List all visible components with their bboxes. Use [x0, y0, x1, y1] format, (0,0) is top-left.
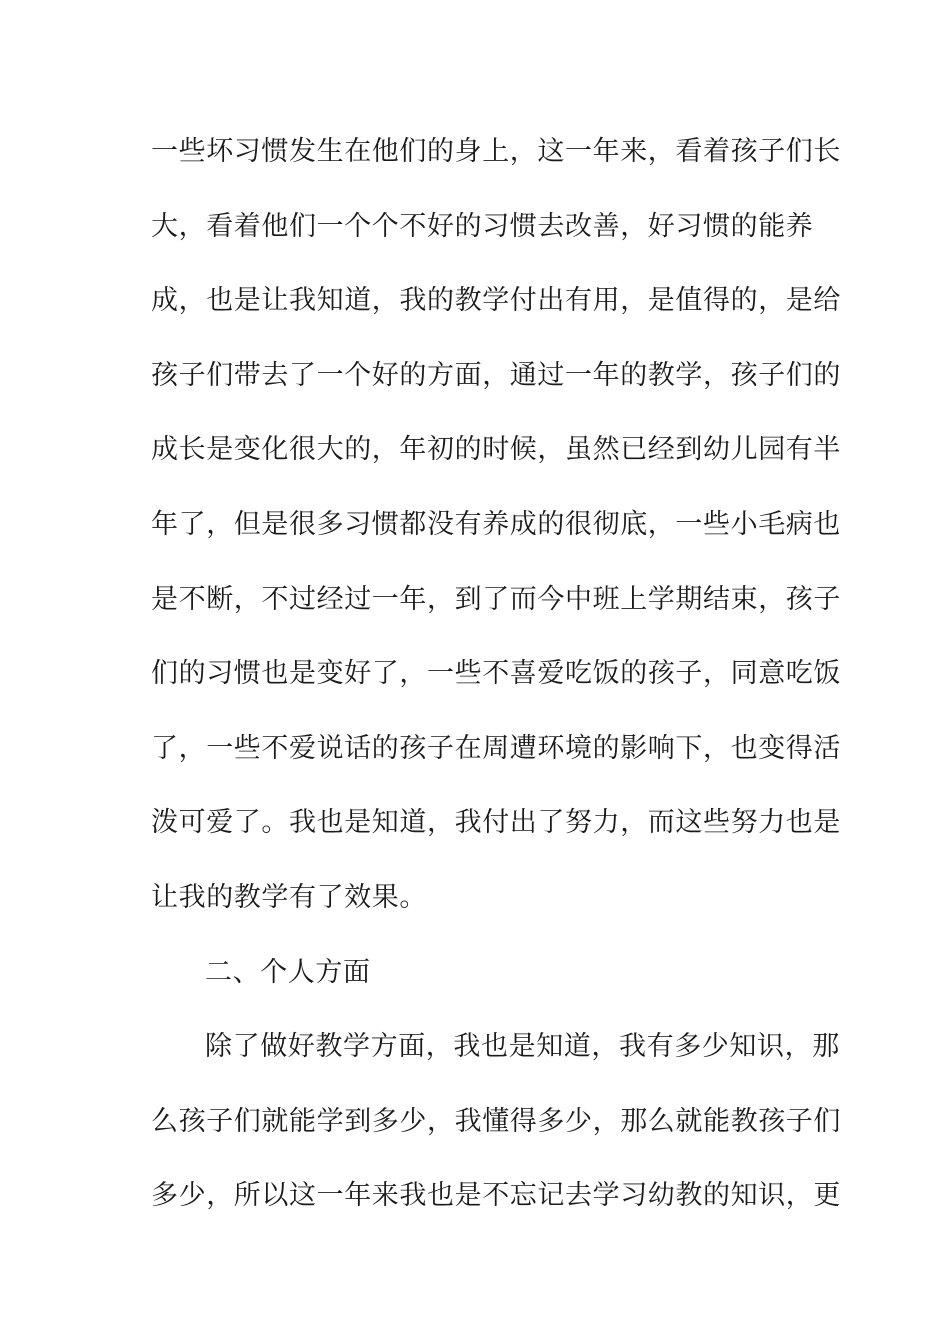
text-line: 多少，所以这一年来我也是不忘记去学习幼教的知识，更 [151, 1180, 841, 1212]
text-line: 们的习惯也是变好了，一些不喜爱吃饭的孩子，同意吃饭 [151, 658, 841, 690]
text-line: 大，看着他们一个个不好的习惯去改善，好习惯的能养 [151, 210, 814, 242]
text-line: 一些坏习惯发生在他们的身上，这一年来，看着孩子们长 [151, 136, 841, 167]
text-line: 让我的教学有了效果。 [151, 881, 427, 913]
text-line: 成，也是让我知道，我的教学付出有用，是值得的，是给 [151, 285, 841, 317]
text-line: 年了，但是很多习惯都没有养成的很彻底，一些小毛病也 [151, 508, 841, 540]
text-line: 是不断，不过经过一年，到了而今中班上学期结束，孩子 [151, 583, 841, 615]
text-line: 泼可爱了。我也是知道，我付出了努力，而这些努力也是 [151, 807, 841, 839]
text-line: 么孩子们就能学到多少，我懂得多少，那么就能教孩子们 [151, 1105, 841, 1137]
section-heading: 二、个人方面 [205, 956, 371, 988]
text-line: 除了做好教学方面，我也是知道，我有多少知识，那 [205, 1031, 840, 1063]
body-text [151, 126, 841, 1245]
text-line: 成长是变化很大的，年初的时候，虽然已经到幼儿园有半 [151, 434, 841, 466]
text-line: 了，一些不爱说话的孩子在周遭环境的影响下，也变得活 [151, 732, 841, 764]
text-line: 孩子们带去了一个好的方面，通过一年的教学，孩子们的 [151, 359, 841, 391]
